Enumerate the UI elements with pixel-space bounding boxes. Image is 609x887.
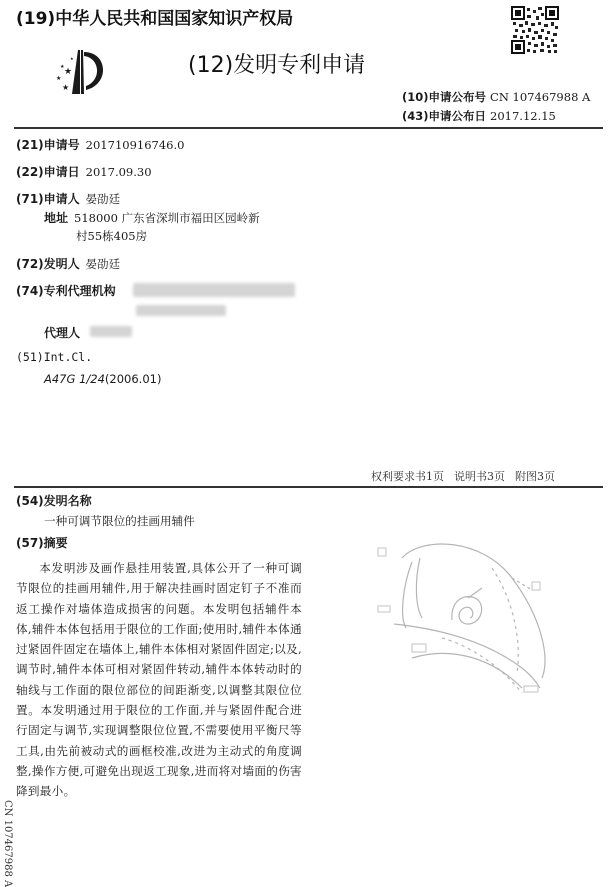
drawings-page-count: 附图3页 (515, 470, 555, 483)
patent-agency (16, 282, 116, 299)
address-line2 (76, 228, 147, 244)
ipc-version: (2006.01) (104, 372, 162, 386)
address-value-line2: 村55栋405房 (76, 229, 148, 243)
svg-text:★: ★ (62, 83, 70, 92)
address-label: 地址 (44, 211, 69, 225)
address (44, 209, 260, 226)
svg-text:★: ★ (60, 64, 65, 70)
header-divider (14, 127, 603, 129)
application-date-value: 2017.09.30 (85, 165, 152, 179)
invention-title-label: (54)发明名称 (16, 494, 92, 508)
inventor-value: 晏劭廷 (85, 257, 121, 271)
publication-date-value: 2017.12.15 (490, 109, 556, 123)
application-number-value: 201710916746.0 (85, 138, 185, 152)
agency-value-redacted-line2 (136, 305, 226, 316)
publication-date-label: (43)申请公布日 (402, 109, 487, 123)
page-counts (361, 468, 555, 484)
invention-title: 一种可调节限位的挂画用辅件 (44, 514, 195, 528)
application-number (16, 136, 184, 153)
agency-value-redacted (133, 283, 295, 297)
publication-number (402, 89, 590, 105)
agency-label: (74)专利代理机构 (16, 284, 116, 298)
int-cl-label: (51)Int.Cl. (16, 350, 93, 364)
cnipa-logo-icon (50, 46, 108, 96)
application-date (16, 163, 152, 180)
abstract-heading (16, 534, 68, 551)
application-date-label: (22)申请日 (16, 165, 80, 179)
claims-page-count: 权利要求书1页 (371, 470, 444, 483)
application-number-label: (21)申请号 (16, 138, 80, 152)
applicant-label: (71)申请人 (16, 192, 80, 206)
agent (44, 324, 80, 341)
applicant-value: 晏劭廷 (85, 192, 121, 206)
inventor (16, 255, 120, 272)
agent-value-redacted (90, 326, 132, 337)
ipc-classification (44, 372, 161, 386)
qr-code-icon (511, 6, 559, 54)
int-cl (16, 350, 92, 364)
document-kind-title: (12)发明专利申请 (188, 53, 366, 78)
address-value-line1: 518000 广东省深圳市福田区园岭新 (74, 211, 260, 225)
agent-label: 代理人 (44, 326, 81, 340)
invention-title-heading (16, 492, 92, 509)
svg-text:★: ★ (56, 75, 62, 82)
abstract-text: 本发明涉及画作悬挂用装置,具体公开了一种可调节限位的挂画用辅件,用于解决挂画时固定钉子不准而返工操作对墙体造成损害的问题。本发明包括辅件本体,辅件本体包括用于限位的工作面;使用时,辅件本体通过紧固件固定在墙体上,辅件本体相对紧固件固定;以及,调节时,辅件本体可相对紧固件转动,辅件本体转动时的轴线与工作面的限位部位的间距渐变,以调整其限位位置。本发明通过用于限位的工作面,并与紧固件配合进行固定与调节,实现调整限位位置,不需要使用平衡尺等工具,由先前被动式的画框校准,改进为主动式的角度调整,操作方便,可避免出现返工现象,进而将对墙面的伤害降到最小。 (16, 561, 302, 799)
abstract-label: (57)摘要 (16, 536, 68, 550)
ipc-code: A47G 1/24 (44, 372, 105, 386)
inventor-label: (72)发明人 (16, 257, 80, 271)
description-page-count: 说明书3页 (454, 470, 505, 483)
patent-office-title: (19)中华人民共和国国家知识产权局 (16, 9, 294, 29)
publication-number-value: CN 107467988 A (490, 90, 591, 104)
side-margin-publication-number: CN 107467988 A (2, 800, 13, 887)
svg-text:★: ★ (64, 67, 73, 77)
svg-text:★: ★ (70, 56, 74, 61)
applicant (16, 190, 120, 207)
patent-figure-drawing-icon (372, 528, 562, 698)
section-divider (14, 486, 603, 488)
publication-number-label: (10)申请公布号 (402, 90, 487, 104)
publication-date (402, 108, 556, 124)
